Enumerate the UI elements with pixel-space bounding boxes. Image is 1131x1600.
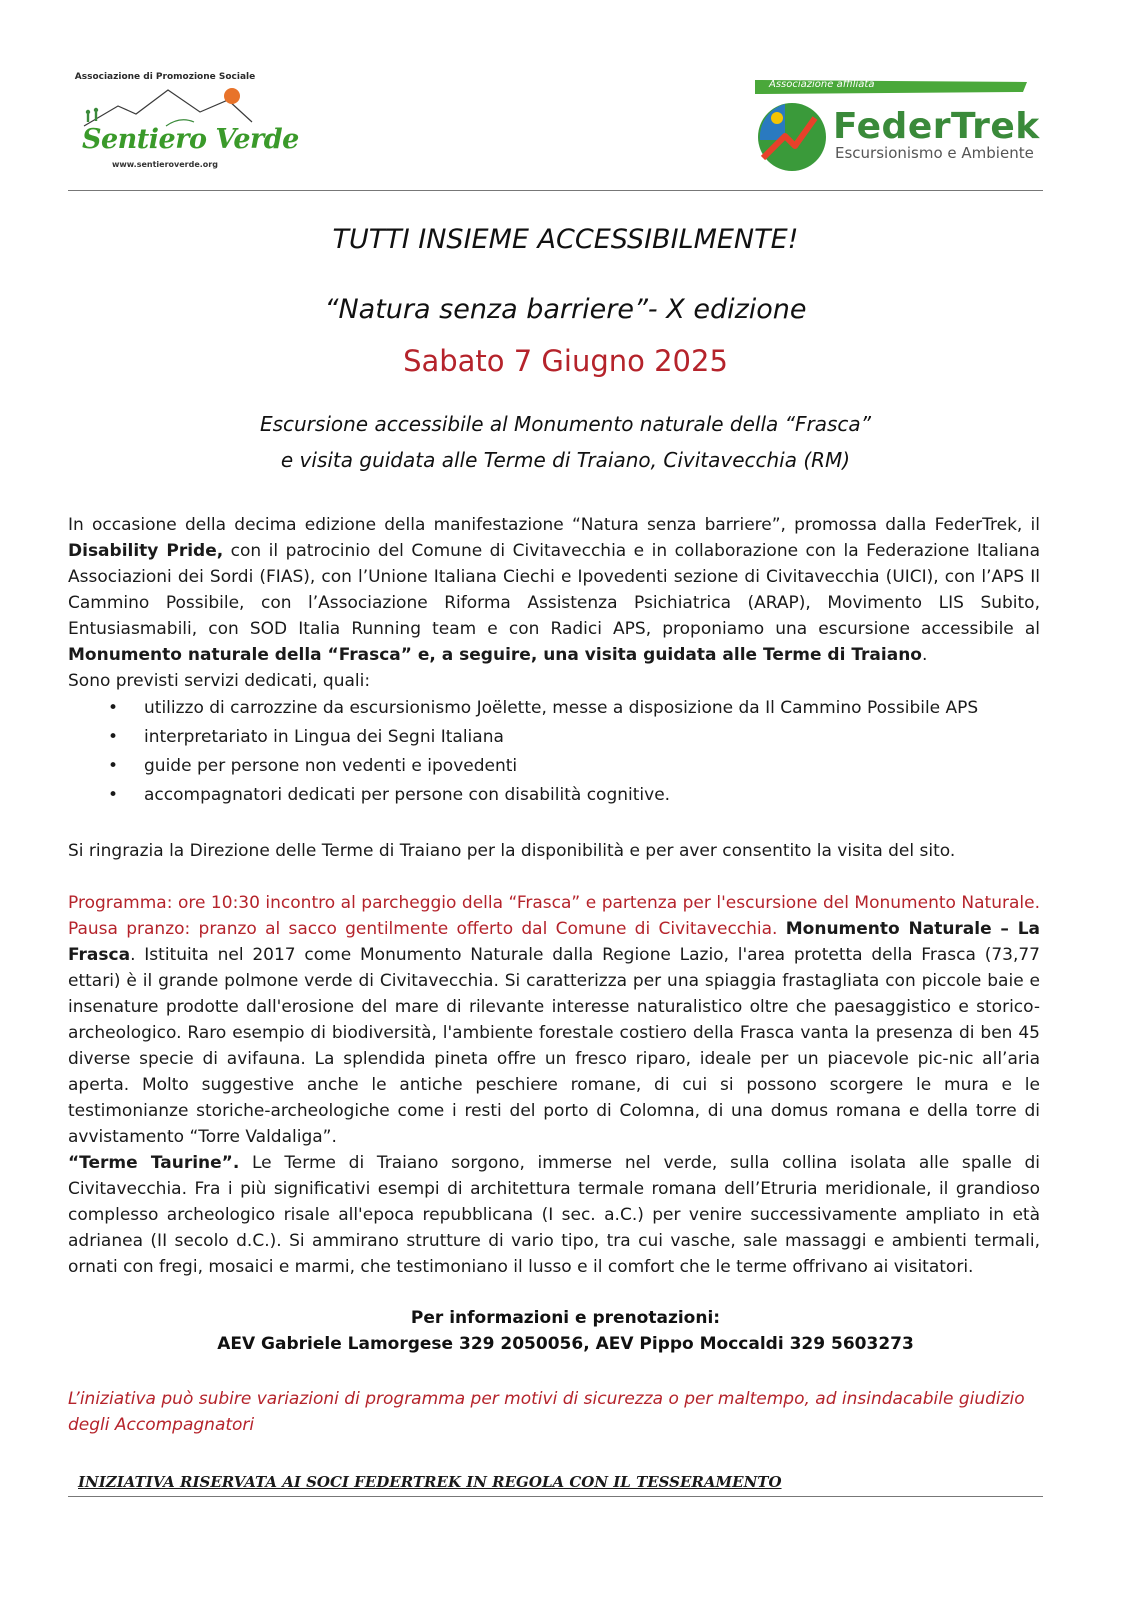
excursion-line-2: e visita guidata alle Terme di Traiano, Civitavecchia (RM) [280, 448, 851, 472]
excursion-line-1: Escursione accessibile al Monumento naturale della “Frasca” [259, 412, 872, 436]
bullet-icon: • [108, 756, 119, 776]
event-subtitle: “Natura senza barriere”- X edizione [324, 294, 807, 325]
federtrek-emblem-icon [755, 100, 829, 174]
bullet-icon: • [108, 785, 119, 805]
intro-bold-destination: Monumento naturale della “Frasca” e, a seguire, una visita guidata alle Terme di Traiano [68, 645, 922, 665]
intro-text-3: . [921, 645, 928, 665]
federtrek-subtitle: Escursionismo e Ambiente [835, 144, 1034, 162]
footer-divider [68, 1496, 1043, 1497]
frasca-heading: Monumento Naturale – La Frasca [68, 919, 1041, 965]
bullet-icon: • [108, 727, 119, 747]
program-schedule: Programma: ore 10:30 incontro al parcheggio della “Frasca” e partenza per l'escursione del Monumento Naturale. Pausa pranzo: pranzo al sacco gentilmente offerto dal Comune di Civitavecchia. [68, 893, 1040, 939]
intro-paragraph [68, 512, 1040, 668]
frasca-description: . Istituita nel 2017 come Monumento Naturale dalla Regione Lazio, l'area protetta della Frasca (73,77 ettari) è il grande polmone verde di Civitavecchia. Si caratterizza per una spiaggia frastagliata con piccole baie e insenature prodotte dall'erosione del mare di rilevante interesse naturalistico oltre che paesaggistico e storico-archeologico. Raro esempio di biodiversità, l'ambiente forestale costiero della Frasca vanta la presenza di ben 45 diverse specie di avifauna. La splendida pineta offre un fresco riparo, ideale per un piacevole pic-nic all’aria aperta. Molto suggestive anche le antiche peschiere romane, di cui si possono scorgere le mura e le testimonianze storiche-archeologiche come i resti del porto di Colomna, di una domus romana e della torre di avvistamento “Torre Valdaliga”. [68, 945, 1040, 1147]
list-item: • guide per persone non vedenti e ipovedenti [108, 752, 1028, 781]
header-divider [68, 190, 1043, 191]
federtrek-affiliation: Associazione affiliata [769, 79, 875, 90]
services-list [108, 694, 1028, 810]
intro-text-2: con il patrocinio del Comune di Civitavecchia e in collaborazione con la Federazione Italiana Associazioni dei Sordi (FIAS), con l’Unione Italiana Ciechi e Ipovedenti sezione di Civitavecchia (UICI), con l’APS Il Cammino Possibile, con l’Associazione Riforma Assistenza Psichiatrica (ARAP), Movimento LIS Subito, Entusiasmabili, con SOD Italia Running team e con Radici APS, proponiamo una escursione accessibile al [68, 541, 1040, 639]
thanks-paragraph: Si ringrazia la Direzione delle Terme di Traiano per la disponibilità e per aver consentito la visita del sito. [68, 841, 956, 861]
services-intro: Sono previsti servizi dedicati, quali: [68, 671, 371, 691]
list-item: • utilizzo di carrozzine da escursionismo Joëlette, messe a disposizione da Il Cammino Possibile APS [108, 694, 1028, 723]
federtrek-logo [755, 78, 1055, 178]
page-title: TUTTI INSIEME ACCESSIBILMENTE! [332, 224, 799, 255]
intro-bold-disability-pride: Disability Pride, [68, 541, 224, 561]
terme-description: Le Terme di Traiano sorgono, immerse nel verde, sulla collina isolata alle spalle di Civitavecchia. Fra i più significativi esempi di architettura termale romana dell’Etruria meridionale, il grandioso complesso archeologico risale all'epoca repubblicana (I sec. a.C.) per venire successivamente ampliato in età adrianea (II secolo d.C.). Si ammirano strutture di vario tipo, tra cui vasche, sale massaggi e ambienti termali, ornati con fregi, mosaici e marmi, che testimoniano il lusso e il comfort che le terme offrivano ai visitatori. [68, 1153, 1040, 1277]
list-item: • interpretariato in Lingua dei Segni Italiana [108, 723, 1028, 752]
disclaimer: L’iniziativa può subire variazioni di programma per motivi di sicurezza o per maltempo, ad insindacabile giudizio degli Accompagnatori [68, 1389, 1025, 1435]
footer-notice: INIZIATIVA RISERVATA AI SOCI FEDERTREK IN REGOLA CON IL TESSERAMENTO [78, 1473, 782, 1491]
federtrek-name: FederTrek [833, 106, 1040, 147]
sentiero-verde-name: Sentiero Verde [82, 124, 299, 155]
sentiero-verde-assoc-text: Associazione di Promozione Sociale [74, 72, 256, 82]
list-item: • accompagnatori dedicati per persone con disabilità cognitive. [108, 781, 1028, 810]
info-title: Per informazioni e prenotazioni: [410, 1308, 721, 1328]
sentiero-verde-url: www.sentieroverde.org [112, 160, 218, 169]
intro-text-1: In occasione della decima edizione della manifestazione “Natura senza barriere”, promossa dalla FederTrek, il [68, 515, 1040, 535]
terme-heading: “Terme Taurine”. [68, 1153, 240, 1173]
bullet-icon: • [108, 698, 119, 718]
sentiero-verde-logo [70, 68, 299, 178]
info-contacts: AEV Gabriele Lamorgese 329 2050056, AEV Pippo Moccaldi 329 5603273 [217, 1334, 914, 1354]
program-paragraph [68, 890, 1040, 1280]
event-date: Sabato 7 Giugno 2025 [403, 344, 728, 378]
